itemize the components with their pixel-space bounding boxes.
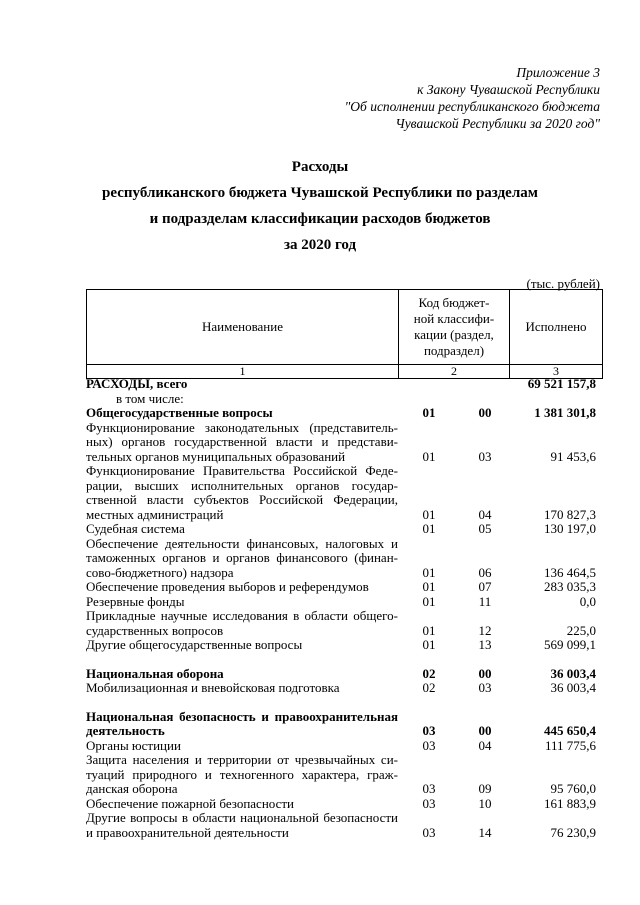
section-code: 03 bbox=[422, 781, 436, 796]
table-row bbox=[86, 681, 602, 696]
table-row bbox=[86, 739, 602, 754]
subsection-code: 03 bbox=[478, 448, 492, 464]
table-header bbox=[86, 289, 603, 379]
executed-value: 76 230,9 bbox=[550, 824, 596, 840]
table-row bbox=[86, 811, 602, 840]
section-code: 01 bbox=[422, 506, 436, 522]
row-name: Судебная система bbox=[86, 521, 185, 536]
executed-value: 225,0 bbox=[566, 622, 596, 638]
subsection-code: 13 bbox=[478, 637, 492, 652]
row-name: Обеспечение проведения выборов и референдумов bbox=[86, 579, 369, 594]
header-code-line: кации (раздел, bbox=[414, 327, 494, 342]
subsection-code: 05 bbox=[478, 521, 492, 536]
header-executed: Исполнено bbox=[510, 290, 603, 365]
subsection-code: 10 bbox=[478, 795, 492, 811]
executed-value: 0,0 bbox=[579, 593, 596, 609]
row-spacer bbox=[86, 653, 602, 667]
section-code: 01 bbox=[422, 637, 436, 652]
section-row bbox=[86, 406, 602, 421]
subsection-code: 11 bbox=[478, 593, 492, 609]
table-row bbox=[86, 421, 602, 465]
table-row bbox=[86, 638, 602, 653]
units-label: (тыс. рублей) bbox=[526, 276, 600, 291]
executed-value: 136 464,5 bbox=[544, 564, 596, 580]
table-row bbox=[86, 392, 602, 407]
section-code: 02 bbox=[422, 680, 436, 695]
executed-value: 95 760,0 bbox=[550, 781, 596, 796]
executed-value: 283 035,3 bbox=[544, 579, 596, 594]
section-code: 01 bbox=[422, 622, 436, 638]
section-row bbox=[86, 377, 602, 392]
executed-value: 445 650,4 bbox=[544, 723, 596, 738]
row-name: Мобилизационная и вневойсковая подготовка bbox=[86, 680, 340, 695]
table-row bbox=[86, 609, 602, 638]
annex-line: к Закону Чувашской Республики bbox=[417, 82, 600, 97]
document-title bbox=[0, 154, 640, 258]
table-row bbox=[86, 797, 602, 812]
section-code: 01 bbox=[422, 405, 436, 420]
title-line: за 2020 год bbox=[283, 237, 357, 253]
row-spacer bbox=[86, 696, 602, 710]
executed-value: 36 003,4 bbox=[550, 665, 596, 681]
header-code-line: Код бюджет- bbox=[418, 295, 490, 310]
header-code bbox=[399, 290, 510, 365]
section-code: 03 bbox=[422, 824, 436, 840]
section-code: 01 bbox=[422, 448, 436, 464]
section-code: 03 bbox=[422, 737, 436, 753]
executed-value: 130 197,0 bbox=[544, 521, 596, 536]
row-name: Органы юстиции bbox=[86, 737, 181, 753]
row-name: Обеспечение деятельности финансовых, налоговых и таможенных органов и органов финансового (финан-сово-бюджетного) надзора bbox=[86, 535, 398, 580]
section-code: 01 bbox=[422, 593, 436, 609]
table-row bbox=[86, 580, 602, 595]
subsection-code: 06 bbox=[478, 564, 492, 580]
annex-header bbox=[345, 64, 600, 132]
column-number: 3 bbox=[510, 365, 603, 379]
row-name: Национальная безопасность и правоохранительная деятельность bbox=[86, 708, 398, 738]
row-name: Общегосударственные вопросы bbox=[86, 405, 273, 420]
executed-value: 91 453,6 bbox=[550, 448, 596, 464]
subsection-code: 04 bbox=[478, 737, 492, 753]
header-code-line: ной классифи- bbox=[413, 311, 495, 326]
section-code: 03 bbox=[422, 723, 436, 738]
table-row bbox=[86, 753, 602, 797]
section-row bbox=[86, 667, 602, 682]
column-number: 2 bbox=[399, 365, 510, 379]
executed-value: 1 381 301,8 bbox=[534, 405, 596, 420]
subsection-code: 09 bbox=[478, 781, 492, 796]
table-row bbox=[86, 537, 602, 581]
section-code: 03 bbox=[422, 795, 436, 811]
executed-value: 111 775,6 bbox=[544, 737, 596, 753]
header-code-line: подраздел) bbox=[423, 343, 485, 358]
section-code: 01 bbox=[422, 521, 436, 536]
row-name: Другие общегосударственные вопросы bbox=[86, 637, 303, 652]
column-number: 1 bbox=[87, 365, 399, 379]
executed-value: 69 521 157,8 bbox=[527, 376, 596, 391]
table-row bbox=[86, 595, 602, 610]
section-row bbox=[86, 710, 602, 739]
executed-value: 569 099,1 bbox=[544, 637, 596, 652]
executed-value: 170 827,3 bbox=[544, 506, 596, 522]
annex-line: Чувашской Республики за 2020 год" bbox=[395, 116, 600, 131]
row-name: Национальная оборона bbox=[86, 665, 224, 681]
title-line: и подразделам классификации расходов бюджетов bbox=[149, 211, 491, 227]
subsection-code: 00 bbox=[478, 665, 492, 681]
title-line: Расходы bbox=[291, 159, 349, 175]
title-line: республиканского бюджета Чувашской Республики по разделам bbox=[102, 185, 538, 201]
header-name: Наименование bbox=[87, 290, 399, 365]
expense-rows bbox=[86, 377, 602, 840]
subsection-code: 00 bbox=[478, 723, 492, 738]
row-name: РАСХОДЫ, всего bbox=[86, 376, 188, 391]
row-name: Прикладные научные исследования в области общего-сударственных вопросов bbox=[86, 608, 398, 638]
section-code: 01 bbox=[422, 579, 436, 594]
subsection-code: 04 bbox=[478, 506, 492, 522]
section-code: 01 bbox=[422, 564, 436, 580]
subsection-code: 00 bbox=[478, 405, 492, 420]
executed-value: 161 883,9 bbox=[544, 795, 596, 811]
executed-value: 36 003,4 bbox=[550, 680, 596, 695]
annex-line: Приложение 3 bbox=[516, 65, 600, 80]
row-name: Резервные фонды bbox=[86, 593, 185, 609]
row-name: Другие вопросы в области национальной безопасности и правоохранительной деятельности bbox=[86, 810, 398, 840]
row-name: Обеспечение пожарной безопасности bbox=[86, 795, 295, 811]
subsection-code: 12 bbox=[478, 622, 492, 638]
subsection-code: 03 bbox=[478, 680, 492, 695]
row-name: Защита населения и территории от чрезвычайных си-туаций природного и техногенного характера, граж-данская оборона bbox=[86, 752, 398, 796]
row-name: в том числе: bbox=[116, 390, 184, 406]
table-row bbox=[86, 522, 602, 537]
section-code: 02 bbox=[422, 665, 436, 681]
subsection-code: 07 bbox=[478, 579, 492, 594]
subsection-code: 14 bbox=[478, 824, 492, 840]
row-name: Функционирование Правительства Российской Феде-рации, высших исполнительных органов государ-ственной власти субъектов Российской Федерации, местных администраций bbox=[86, 463, 398, 522]
annex-line: "Об исполнении республиканского бюджета bbox=[344, 99, 600, 114]
row-name: Функционирование законодательных (представитель-ных) органов государственной власти и представи-тельных органов муниципальных образований bbox=[86, 419, 398, 464]
table-row bbox=[86, 464, 602, 522]
